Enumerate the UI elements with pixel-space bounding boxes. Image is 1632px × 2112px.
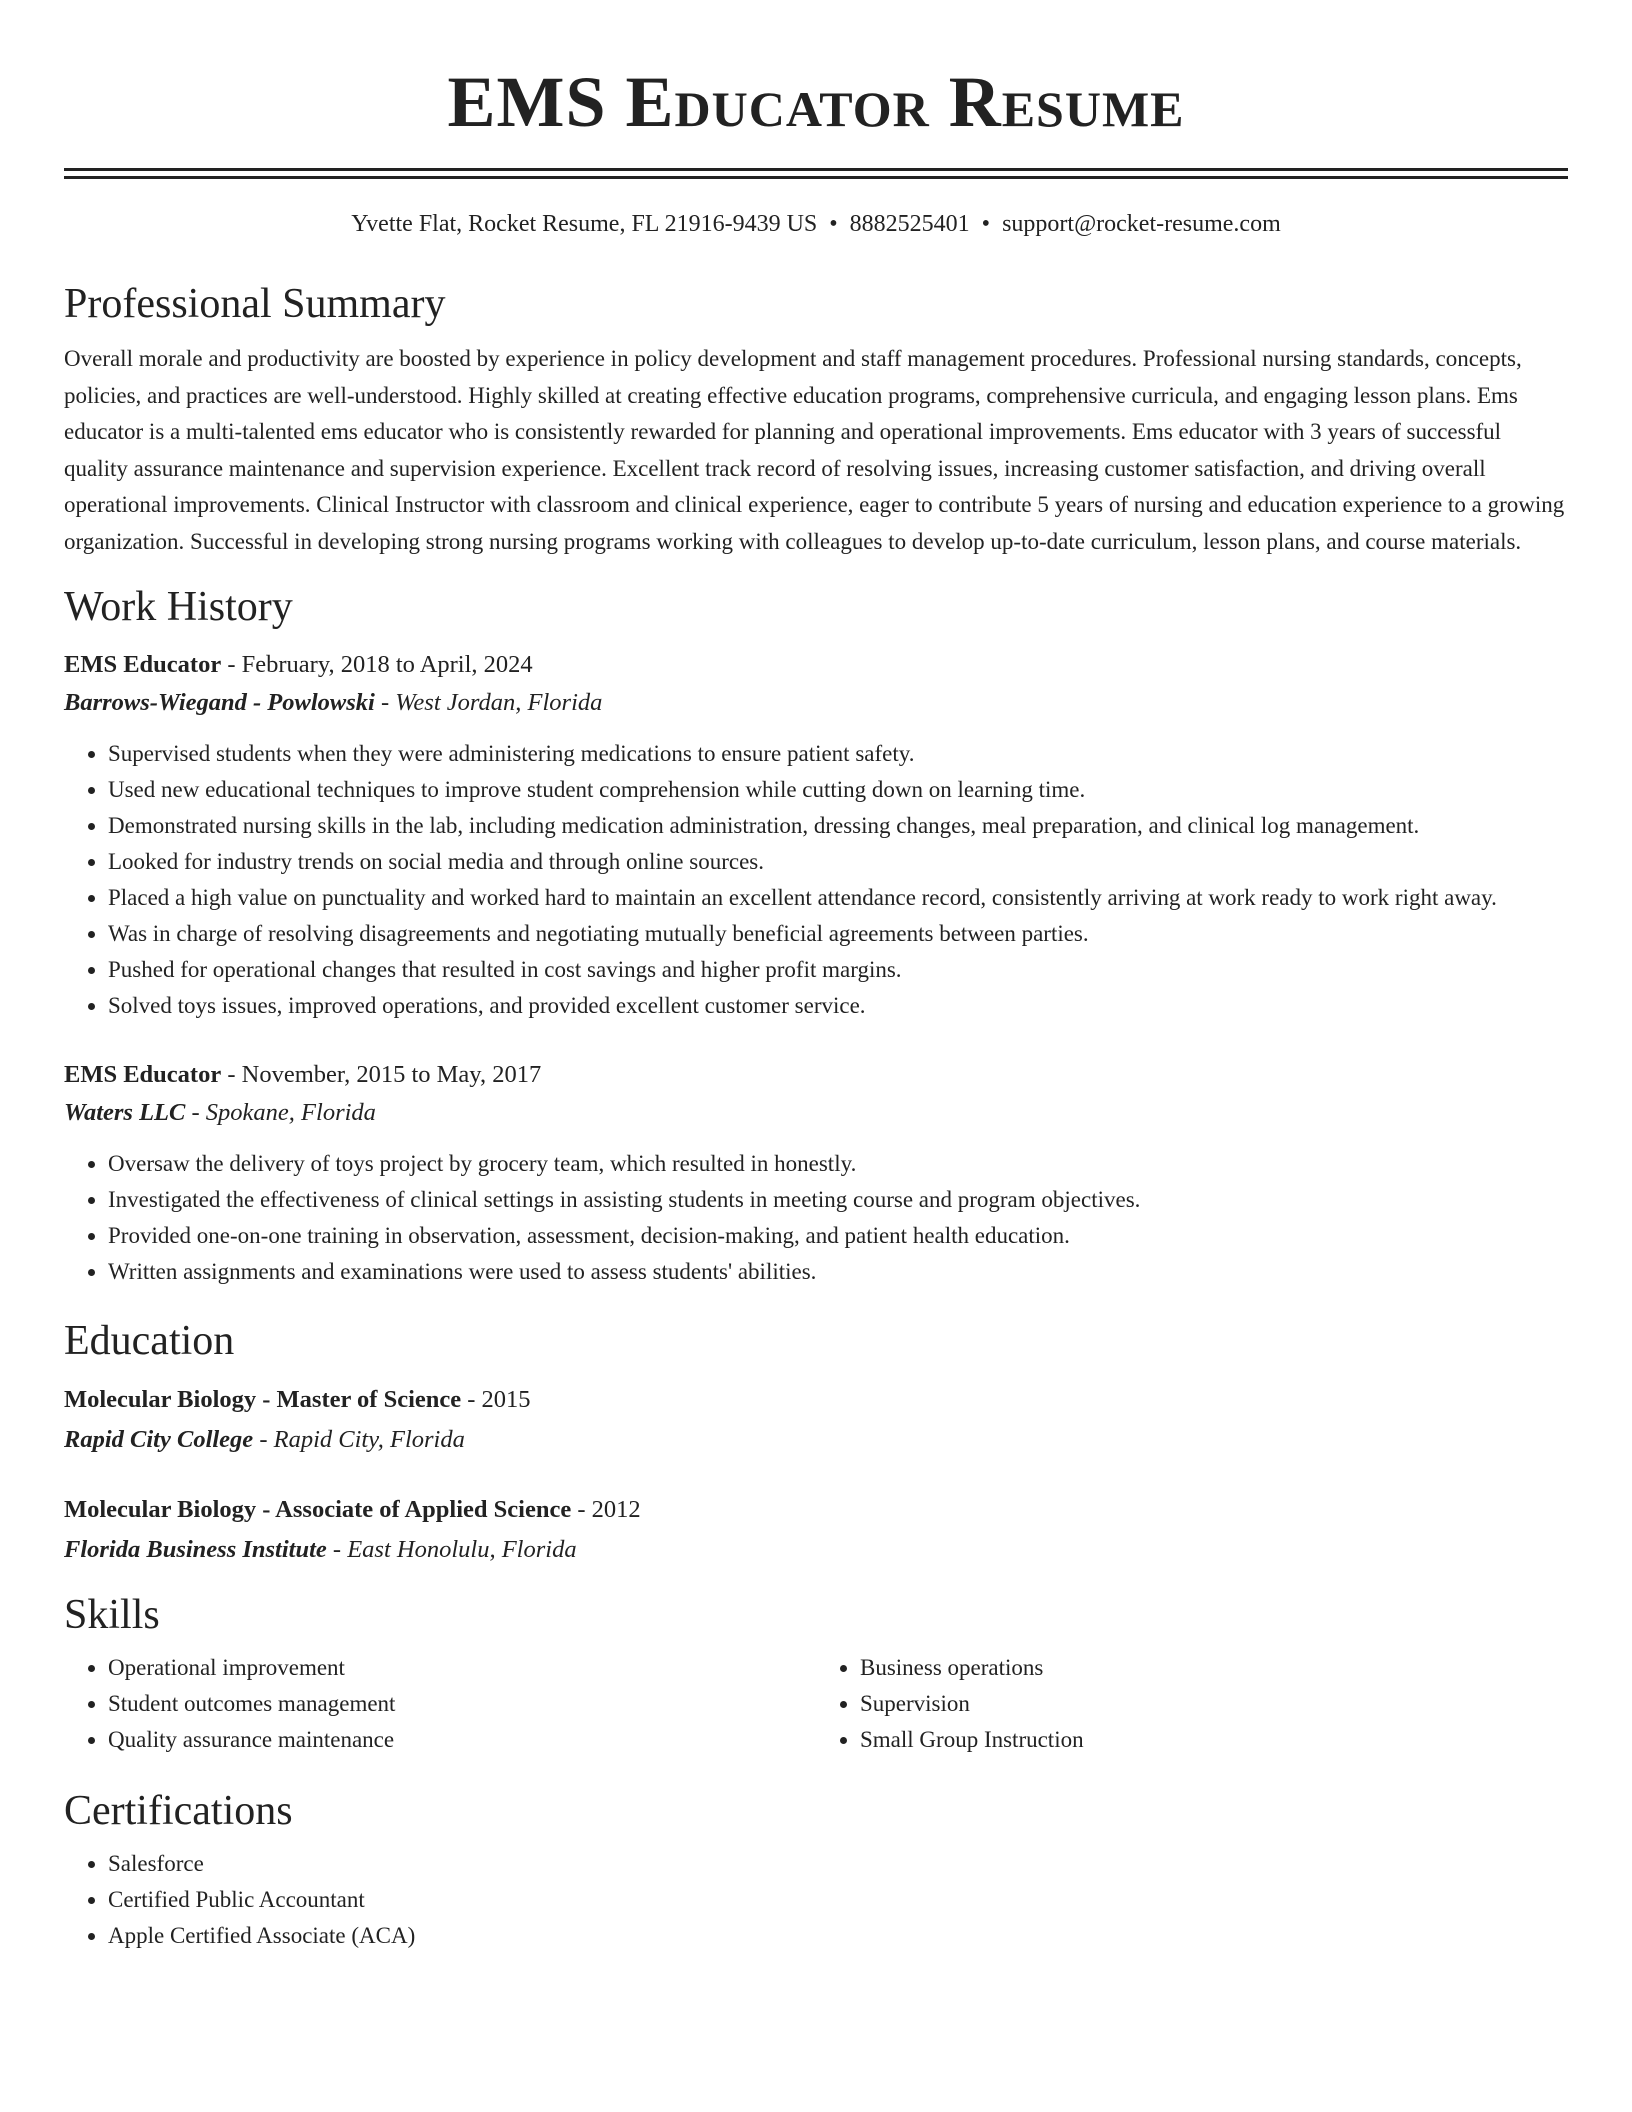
job-bullet: • Demonstrated nursing skills in the lab, including medication administration, dressing changes, meal preparation, and clinical log management.: [108, 808, 1568, 844]
job-header: [64, 1056, 1568, 1094]
job-bullet: • Was in charge of resolving disagreements and negotiating mutually beneficial agreements between parties.: [108, 916, 1568, 952]
section-heading-certifications: Certifications: [64, 1788, 293, 1834]
resume-page: [64, 0, 1568, 1954]
job-bullet: • Oversaw the delivery of toys project by grocery team, which resulted in honestly.: [108, 1146, 1568, 1182]
job-bullet: • Supervised students when they were administering medications to ensure patient safety.: [108, 736, 1568, 772]
dash: -: [227, 1061, 236, 1088]
title-divider-top: [64, 168, 1568, 171]
skills-columns: [64, 1650, 1568, 1758]
education-degree: Molecular Biology - Associate of Applied Science: [64, 1496, 572, 1523]
contact-email: support@rocket-resume.com: [1002, 211, 1281, 237]
job-bullets: [64, 736, 1568, 1024]
job-title: EMS Educator: [64, 651, 222, 678]
job-bullet: • Placed a high value on punctuality and worked hard to maintain an excellent attendance record, consistently arriving at work ready to work right away.: [108, 880, 1568, 916]
section-heading-summary: Professional Summary: [64, 281, 446, 327]
education-year: 2012: [591, 1496, 641, 1523]
job-company: Barrows-Wiegand - Powlowski: [64, 689, 375, 716]
education-degree-line: [64, 1380, 1568, 1420]
education-degree: Molecular Biology - Master of Science: [64, 1386, 462, 1413]
dash: -: [577, 1496, 586, 1523]
job-bullet: • Provided one-on-one training in observation, assessment, decision-making, and patient health education.: [108, 1218, 1568, 1254]
education-entry: [64, 1490, 1568, 1570]
contact-address: Yvette Flat, Rocket Resume, FL 21916-9439 US: [351, 211, 818, 237]
job-bullet: • Solved toys issues, improved operations, and provided excellent customer service.: [108, 988, 1568, 1024]
dash: -: [467, 1386, 476, 1413]
contact-separator: •: [981, 211, 991, 237]
education-school: Rapid City College: [64, 1426, 254, 1453]
certifications-list: [64, 1846, 1568, 1954]
education-degree-line: [64, 1490, 1568, 1530]
skill-item: • Student outcomes management: [108, 1686, 816, 1722]
summary-text: Overall morale and productivity are boosted by experience in policy development and staff management procedures. Professional nursing standards, concepts, policies, and practices are well-understood. Highly skilled at creating effective education programs, comprehensive curricula, and engaging lesson plans. Ems educator is a multi-talented ems educator who is consistently rewarded for planning and operational improvements. Ems educator with 3 years of successful quality assurance maintenance and supervision experience. Excellent track record of resolving issues, increasing customer satisfaction, and driving overall operational improvements. Clinical Instructor with classroom and clinical experience, eager to contribute 5 years of nursing and education experience to a growing organization. Successful in developing strong nursing programs working with colleagues to develop up-to-date curriculum, lesson plans, and course materials.: [64, 346, 1565, 554]
contact-line: [64, 209, 1568, 239]
job-bullets: [64, 1146, 1568, 1290]
job-title: EMS Educator: [64, 1061, 222, 1088]
dash: -: [380, 689, 390, 716]
job-bullet: • Used new educational techniques to improve student comprehension while cutting down on learning time.: [108, 772, 1568, 808]
job-bullet: • Pushed for operational changes that resulted in cost savings and higher profit margins.: [108, 952, 1568, 988]
education-school-line: [64, 1530, 1568, 1570]
title-divider-bottom: [64, 176, 1568, 179]
resume-title: EMS Educator Resume: [447, 62, 1185, 142]
education-year: 2015: [481, 1386, 531, 1413]
job-location: West Jordan, Florida: [395, 689, 603, 716]
skill-item: • Supervision: [860, 1686, 1568, 1722]
certification-item: • Apple Certified Associate (ACA): [108, 1918, 1568, 1954]
education-location: Rapid City, Florida: [273, 1426, 465, 1453]
job-company: Waters LLC: [64, 1099, 186, 1126]
contact-separator: •: [829, 211, 838, 237]
job-entry: [64, 1056, 1568, 1290]
education-school: Florida Business Institute: [64, 1536, 327, 1563]
dash: -: [191, 1099, 200, 1126]
job-employer: [64, 684, 1568, 722]
job-employer: [64, 1094, 1568, 1132]
dash: -: [227, 651, 236, 678]
skill-item: • Quality assurance maintenance: [108, 1722, 816, 1758]
education-entry: [64, 1380, 1568, 1460]
job-header: [64, 646, 1568, 684]
job-bullet: • Written assignments and examinations were used to assess students' abilities.: [108, 1254, 1568, 1290]
education-school-line: [64, 1420, 1568, 1460]
skill-item: • Small Group Instruction: [860, 1722, 1568, 1758]
section-heading-skills: Skills: [64, 1592, 160, 1638]
education-location: East Honolulu, Florida: [347, 1536, 577, 1563]
job-dates: February, 2018 to April, 2024: [241, 651, 533, 678]
certification-item: • Salesforce: [108, 1846, 1568, 1882]
job-bullet: • Investigated the effectiveness of clinical settings in assisting students in meeting course and program objectives.: [108, 1182, 1568, 1218]
skills-list-left: [64, 1650, 816, 1758]
dash: -: [259, 1426, 268, 1453]
skills-list-right: [816, 1650, 1568, 1758]
job-dates: November, 2015 to May, 2017: [241, 1061, 542, 1088]
section-heading-education: Education: [64, 1318, 235, 1364]
certification-item: • Certified Public Accountant: [108, 1882, 1568, 1918]
skill-item: • Business operations: [860, 1650, 1568, 1686]
contact-phone: 8882525401: [849, 211, 970, 237]
job-bullet: • Looked for industry trends on social media and through online sources.: [108, 844, 1568, 880]
job-entry: [64, 646, 1568, 1024]
skill-item: • Operational improvement: [108, 1650, 816, 1686]
section-heading-work: Work History: [64, 584, 293, 630]
dash: -: [332, 1536, 342, 1563]
job-location: Spokane, Florida: [205, 1099, 376, 1126]
